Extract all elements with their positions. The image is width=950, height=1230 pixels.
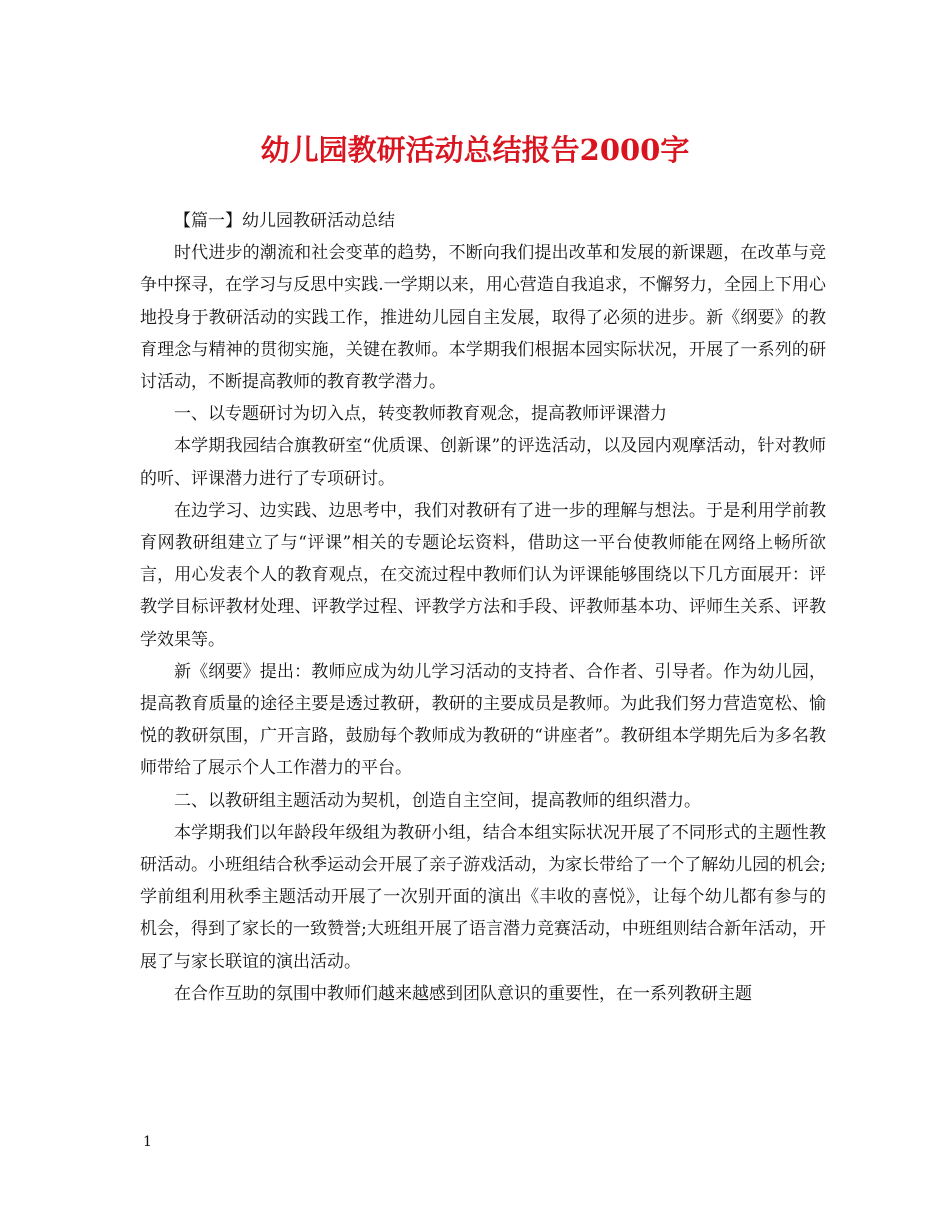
paragraph: 本学期我园结合旗教研室“优质课、创新课”的评选活动，以及园内观摩活动，针对教师的听、评课潜力进行了专项研讨。	[140, 436, 826, 489]
section-label: 【篇一】幼儿园教研活动总结	[174, 211, 395, 231]
page-number: 1	[143, 1134, 152, 1150]
section-heading: 一、以专题研讨为切入点，转变教师教育观念，提高教师评课潜力	[174, 404, 667, 425]
paragraph: 新《纲要》提出：教师应成为幼儿学习活动的支持者、合作者、引导者。作为幼儿园，提高教育质量的途径主要是透过教研，教研的主要成员是教师。为此我们努力营造宽松、愉悦的教研氛围，广开言路，鼓励每个教师成为教研的“讲座者”。教研组本学期先后为多名教师带给了展示个人工作潜力的平台。	[140, 661, 826, 779]
paragraph: 在边学习、边实践、边思考中，我们对教研有了进一步的理解与想法。于是利用学前教育网教研组建立了与“评课”相关的专题论坛资料，借助这一平台使教师能在网络上畅所欲言，用心发表个人的教育观点，在交流过程中教师们认为评课能够围绕以下几方面展开：评教学目标评教材处理、评教学过程、评教学方法和手段、评教师基本功、评师生关系、评教学效果等。	[140, 500, 826, 650]
paragraph: 本学期我们以年龄段年级组为教研小组，结合本组实际状况开展了不同形式的主题性教研活动。小班组结合秋季运动会开展了亲子游戏活动，为家长带给了一个了解幼儿园的机会;学前组利用秋季主题活动开展了一次别开面的演出《丰收的喜悦》，让每个幼儿都有参与的机会，得到了家长的一致赞誉;大班组开展了语言潜力竞赛活动，中班组则结合新年活动，开展了与家长联谊的演出活动。	[140, 822, 826, 972]
section-heading: 二、以教研组主题活动为契机，创造自主空间，提高教师的组织潜力。	[174, 790, 701, 811]
paragraph: 在合作互助的氛围中教师们越来越感到团队意识的重要性，在一系列教研主题	[174, 983, 752, 1004]
paragraph: 时代进步的潮流和社会变革的趋势，不断向我们提出改革和发展的新课题，在改革与竞争中探寻，在学习与反思中实践.一学期以来，用心营造自我追求，不懈努力，全园上下用心地投身于教研活动的实践工作，推进幼儿园自主发展，取得了必须的进步。新《纲要》的教育理念与精神的贯彻实施，关键在教师。本学期我们根据本园实际状况，开展了一系列的研讨活动，不断提高教师的教育教学潜力。	[140, 243, 826, 393]
document-title: 幼儿园教研活动总结报告2000字	[260, 133, 690, 167]
document-body	[140, 205, 826, 1010]
